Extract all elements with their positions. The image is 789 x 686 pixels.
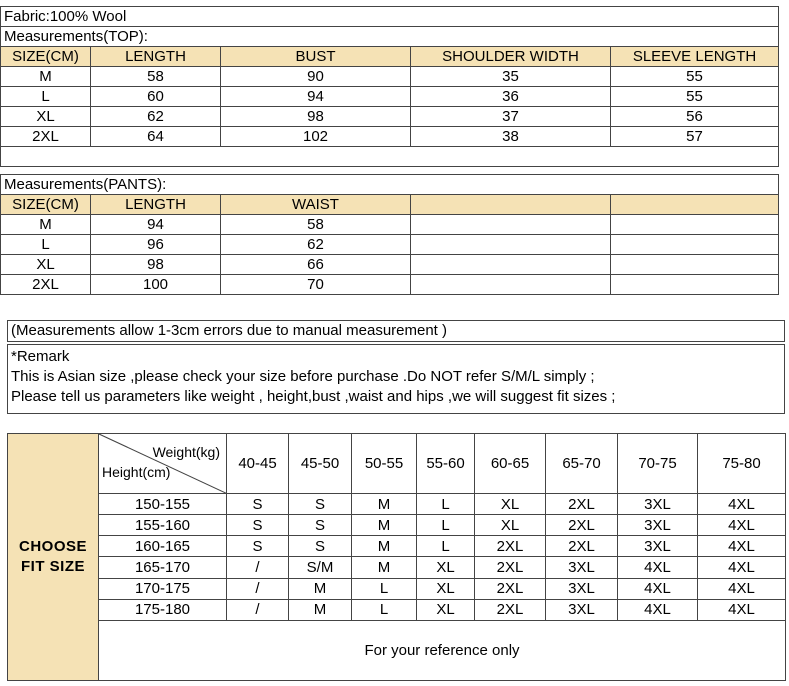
height-cell: 150-155 [99, 494, 227, 515]
error-note-box [7, 320, 785, 342]
size-cell: M [352, 557, 417, 578]
top-cell: 58 [91, 67, 221, 87]
size-cell: M [352, 515, 417, 536]
fit-row [8, 599, 786, 620]
size-cell: 4XL [698, 536, 786, 557]
pants-cell [611, 235, 779, 255]
size-cell: 2XL [546, 515, 618, 536]
top-cell: 94 [221, 87, 411, 107]
weight-header: 75-80 [698, 434, 786, 494]
top-cell: M [1, 67, 91, 87]
top-cell: 35 [411, 67, 611, 87]
size-cell: 2XL [475, 557, 546, 578]
top-cell: L [1, 87, 91, 107]
spacer-row [1, 147, 779, 167]
size-cell: 4XL [698, 599, 786, 620]
size-cell: 3XL [618, 494, 698, 515]
height-cell: 165-170 [99, 557, 227, 578]
remark-line-2: Please tell us parameters like weight , height,bust ,waist and hips ,we will suggest fit sizes ; [11, 388, 616, 405]
side-label-line-2: FIT SIZE [21, 558, 85, 575]
pants-header-row [1, 195, 779, 215]
top-cell: 56 [611, 107, 779, 127]
size-cell: 4XL [698, 557, 786, 578]
top-row [1, 87, 779, 107]
col-header: SHOULDER WIDTH [411, 47, 611, 67]
top-title: Measurements(TOP): [1, 27, 779, 47]
pants-cell [411, 275, 611, 295]
size-cell: 3XL [546, 557, 618, 578]
pants-cell: M [1, 215, 91, 235]
size-cell: L [352, 599, 417, 620]
pants-cell: 70 [221, 275, 411, 295]
pants-cell: 100 [91, 275, 221, 295]
col-header: SIZE(CM) [1, 47, 91, 67]
col-header: WAIST [221, 195, 411, 215]
top-cell: 37 [411, 107, 611, 127]
fit-row [8, 578, 786, 599]
top-cell: XL [1, 107, 91, 127]
size-cell: S [289, 515, 352, 536]
size-cell: S/M [289, 557, 352, 578]
weight-header: 50-55 [352, 434, 417, 494]
size-cell: XL [475, 515, 546, 536]
size-cell: XL [417, 578, 475, 599]
col-header: LENGTH [91, 47, 221, 67]
top-measurements-table [0, 6, 779, 167]
pants-cell: 98 [91, 255, 221, 275]
size-cell: 3XL [546, 599, 618, 620]
top-cell: 60 [91, 87, 221, 107]
pants-cell [411, 235, 611, 255]
weight-label: Weight(kg) [152, 444, 220, 460]
pants-cell: 94 [91, 215, 221, 235]
pants-cell: L [1, 235, 91, 255]
pants-cell [411, 215, 611, 235]
size-cell: 2XL [546, 536, 618, 557]
top-cell: 98 [221, 107, 411, 127]
size-cell: S [227, 494, 289, 515]
weight-header: 60-65 [475, 434, 546, 494]
size-cell: 4XL [618, 599, 698, 620]
col-header: BUST [221, 47, 411, 67]
error-note: (Measurements allow 1-3cm errors due to manual measurement ) [11, 322, 448, 339]
size-cell: L [352, 578, 417, 599]
size-cell: M [289, 578, 352, 599]
weight-header: 45-50 [289, 434, 352, 494]
weight-header: 55-60 [417, 434, 475, 494]
size-cell: / [227, 578, 289, 599]
top-cell: 55 [611, 87, 779, 107]
size-cell: L [417, 515, 475, 536]
height-cell: 155-160 [99, 515, 227, 536]
top-cell: 102 [221, 127, 411, 147]
fit-row [8, 536, 786, 557]
pants-row [1, 255, 779, 275]
size-cell: M [289, 599, 352, 620]
top-row [1, 107, 779, 127]
col-header: SIZE(CM) [1, 195, 91, 215]
height-cell: 170-175 [99, 578, 227, 599]
pants-row [1, 275, 779, 295]
size-cell: M [352, 536, 417, 557]
fit-row [8, 557, 786, 578]
size-cell: / [227, 599, 289, 620]
col-header: LENGTH [91, 195, 221, 215]
top-header-row [1, 47, 779, 67]
pants-cell: 62 [221, 235, 411, 255]
pants-cell: 66 [221, 255, 411, 275]
top-cell: 90 [221, 67, 411, 87]
pants-cell [611, 275, 779, 295]
remark-box [7, 344, 785, 414]
top-cell: 64 [91, 127, 221, 147]
fit-row [8, 494, 786, 515]
weight-header: 40-45 [227, 434, 289, 494]
weight-header: 65-70 [546, 434, 618, 494]
pants-cell [611, 255, 779, 275]
size-cell: 2XL [475, 578, 546, 599]
reference-footer: For your reference only [99, 620, 786, 680]
size-cell: 4XL [618, 578, 698, 599]
size-cell: S [227, 515, 289, 536]
size-cell: 4XL [698, 515, 786, 536]
size-cell: 3XL [618, 515, 698, 536]
size-cell: 2XL [475, 536, 546, 557]
size-cell: XL [417, 557, 475, 578]
size-cell: 2XL [475, 599, 546, 620]
pants-cell: 96 [91, 235, 221, 255]
remark-title: *Remark [11, 348, 70, 365]
col-header [411, 195, 611, 215]
height-cell: 160-165 [99, 536, 227, 557]
size-cell: S [227, 536, 289, 557]
size-cell: 4XL [698, 578, 786, 599]
top-cell: 36 [411, 87, 611, 107]
pants-cell [611, 215, 779, 235]
size-cell: 3XL [546, 578, 618, 599]
size-cell: 3XL [618, 536, 698, 557]
top-cell: 2XL [1, 127, 91, 147]
pants-title: Measurements(PANTS): [1, 175, 779, 195]
size-cell: S [289, 494, 352, 515]
pants-row [1, 235, 779, 255]
pants-cell: 58 [221, 215, 411, 235]
top-row [1, 127, 779, 147]
pants-row [1, 215, 779, 235]
size-cell: M [352, 494, 417, 515]
top-row [1, 67, 779, 87]
col-header: SLEEVE LENGTH [611, 47, 779, 67]
height-label: Height(cm) [102, 464, 171, 480]
side-label-line-1: CHOOSE [18, 538, 87, 555]
fit-size-table [7, 433, 786, 681]
fabric-label: Fabric:100% Wool [1, 7, 779, 27]
height-cell: 175-180 [99, 599, 227, 620]
size-cell: L [417, 536, 475, 557]
pants-cell: 2XL [1, 275, 91, 295]
size-cell: 4XL [698, 494, 786, 515]
size-cell: 2XL [546, 494, 618, 515]
size-cell: / [227, 557, 289, 578]
top-cell: 55 [611, 67, 779, 87]
size-cell: S [289, 536, 352, 557]
pants-measurements-table [0, 174, 779, 295]
weight-header: 70-75 [618, 434, 698, 494]
col-header [611, 195, 779, 215]
remark-line-1: This is Asian size ,please check your size before purchase .Do NOT refer S/M/L simply ; [11, 368, 595, 385]
top-cell: 38 [411, 127, 611, 147]
top-cell: 62 [91, 107, 221, 127]
fit-row [8, 515, 786, 536]
top-cell: 57 [611, 127, 779, 147]
size-cell: 4XL [618, 557, 698, 578]
pants-cell [411, 255, 611, 275]
size-cell: XL [475, 494, 546, 515]
pants-cell: XL [1, 255, 91, 275]
weight-height-corner [99, 434, 227, 494]
choose-fit-size-label [8, 434, 99, 681]
size-cell: L [417, 494, 475, 515]
size-cell: XL [417, 599, 475, 620]
